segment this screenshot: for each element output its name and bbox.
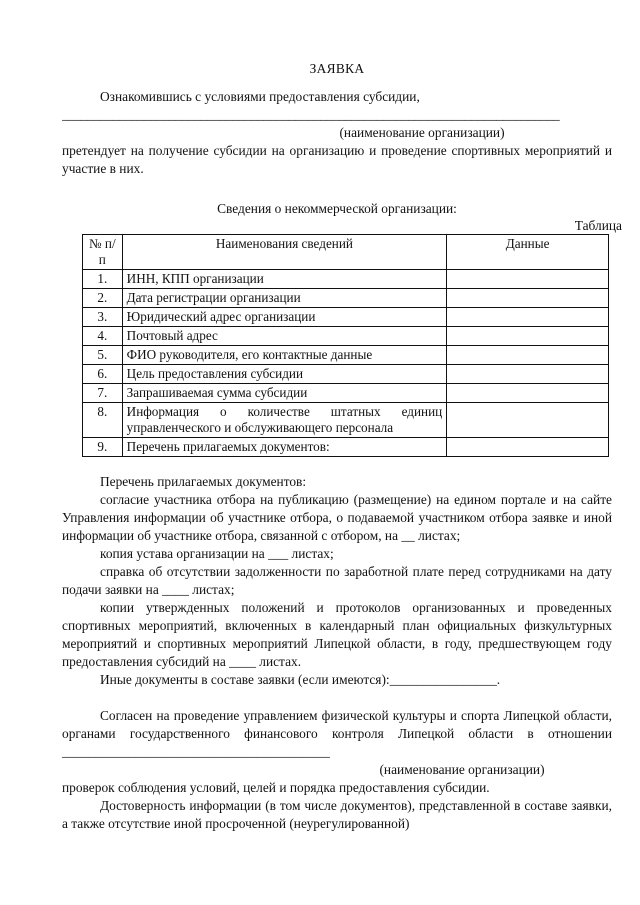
doc-item-consent: согласие участника отбора на публикацию (размещение) на едином портале и на сайте Управления информации об участнике отбора, о подаваемой участником отбора заявке и иной информации об участнике отбора, связанной с отбором, на __ листах; bbox=[62, 492, 612, 543]
row-name: Почтовый адрес bbox=[122, 327, 447, 346]
table-row bbox=[83, 327, 609, 346]
row-name: Информация о количестве штатных единиц управленческого и обслуживающего персонала bbox=[122, 403, 447, 438]
table-row bbox=[83, 308, 609, 327]
table-row bbox=[83, 289, 609, 308]
table-caption: Таблица bbox=[574, 218, 622, 233]
row-name: Дата регистрации организации bbox=[122, 289, 447, 308]
header-name: Наименования сведений bbox=[122, 235, 447, 270]
row-name: ФИО руководителя, его контактные данные bbox=[122, 346, 447, 365]
row-name: Юридический адрес организации bbox=[122, 308, 447, 327]
doc-item-copies: копии утвержденных положений и протоколов организованных и проведенных спортивных мероприятий, включенных в календарный план официальных физкультурных мероприятий и спортивных мероприятий Липецкой области, в году, предшествующем году предоставления субсидий на ____ листах. bbox=[62, 600, 612, 669]
spacer bbox=[62, 689, 612, 707]
row-num: 6. bbox=[83, 365, 123, 384]
row-data-cell[interactable] bbox=[447, 438, 609, 457]
row-num: 5. bbox=[83, 346, 123, 365]
row-num: 7. bbox=[83, 384, 123, 403]
org-info-table bbox=[82, 234, 609, 457]
row-name: Перечень прилагаемых документов: bbox=[122, 438, 447, 457]
row-name: Запрашиваемая сумма субсидии bbox=[122, 384, 447, 403]
row-name: ИНН, КПП организации bbox=[122, 270, 447, 289]
row-data-cell[interactable] bbox=[447, 327, 609, 346]
table-row bbox=[83, 384, 609, 403]
doc-item-charter: копия устава организации на ___ листах; bbox=[100, 546, 334, 561]
row-data-cell[interactable] bbox=[447, 270, 609, 289]
row-num: 9. bbox=[83, 438, 123, 457]
claim-text: претендует на получение субсидии на организацию и проведение спортивных мероприятий и участие в них. bbox=[62, 143, 612, 176]
intro-text: Ознакомившись с условиями предоставления субсидии, bbox=[100, 89, 420, 104]
doc-item-debt: справка об отсутствии задолженности по заработной плате перед сотрудниками на дату подачи заявки на ____ листах; bbox=[62, 564, 612, 597]
row-data-cell[interactable] bbox=[447, 365, 609, 384]
row-data-cell[interactable] bbox=[447, 308, 609, 327]
row-data-cell[interactable] bbox=[447, 346, 609, 365]
row-data-cell[interactable] bbox=[447, 403, 609, 438]
row-num: 3. bbox=[83, 308, 123, 327]
attached-docs-section bbox=[62, 473, 612, 689]
row-num: 4. bbox=[83, 327, 123, 346]
row-num: 1. bbox=[83, 270, 123, 289]
row-data-cell[interactable] bbox=[447, 289, 609, 308]
agree-text: Согласен на проведение управлением физической культуры и спорта Липецкой области, органами государственного финансового контроля Липецкой области в отношении ________________________________________ bbox=[62, 708, 612, 759]
row-data-cell[interactable] bbox=[447, 384, 609, 403]
row-num: 8. bbox=[83, 403, 123, 438]
org-name-line: _______________________________________________________________________________ bbox=[62, 107, 560, 122]
docs-heading: Перечень прилагаемых документов: bbox=[100, 474, 307, 489]
reliability-text: Достоверность информации (в том числе документов), представленной в составе заявки, а также отсутствие иной просроченной (неурегулированной) bbox=[62, 798, 612, 831]
table-header-row bbox=[83, 235, 609, 270]
table-row bbox=[83, 403, 609, 438]
section-title: Сведения о некоммерческой организации: bbox=[217, 201, 457, 216]
agree-org-caption: (наименование организации) bbox=[379, 762, 545, 777]
table-row bbox=[83, 270, 609, 289]
header-data: Данные bbox=[447, 235, 609, 270]
doc-item-other: Иные документы в составе заявки (если имеются):________________. bbox=[100, 672, 501, 687]
agree-tail: проверок соблюдения условий, целей и порядка предоставления субсидии. bbox=[62, 780, 490, 795]
table-row bbox=[83, 346, 609, 365]
table-row bbox=[83, 438, 609, 457]
row-num: 2. bbox=[83, 289, 123, 308]
document-title: ЗАЯВКА bbox=[309, 61, 365, 76]
table-row bbox=[83, 365, 609, 384]
org-name-caption: (наименование организации) bbox=[339, 125, 505, 140]
row-name: Цель предоставления субсидии bbox=[122, 365, 447, 384]
header-num: № п/п bbox=[83, 235, 123, 270]
